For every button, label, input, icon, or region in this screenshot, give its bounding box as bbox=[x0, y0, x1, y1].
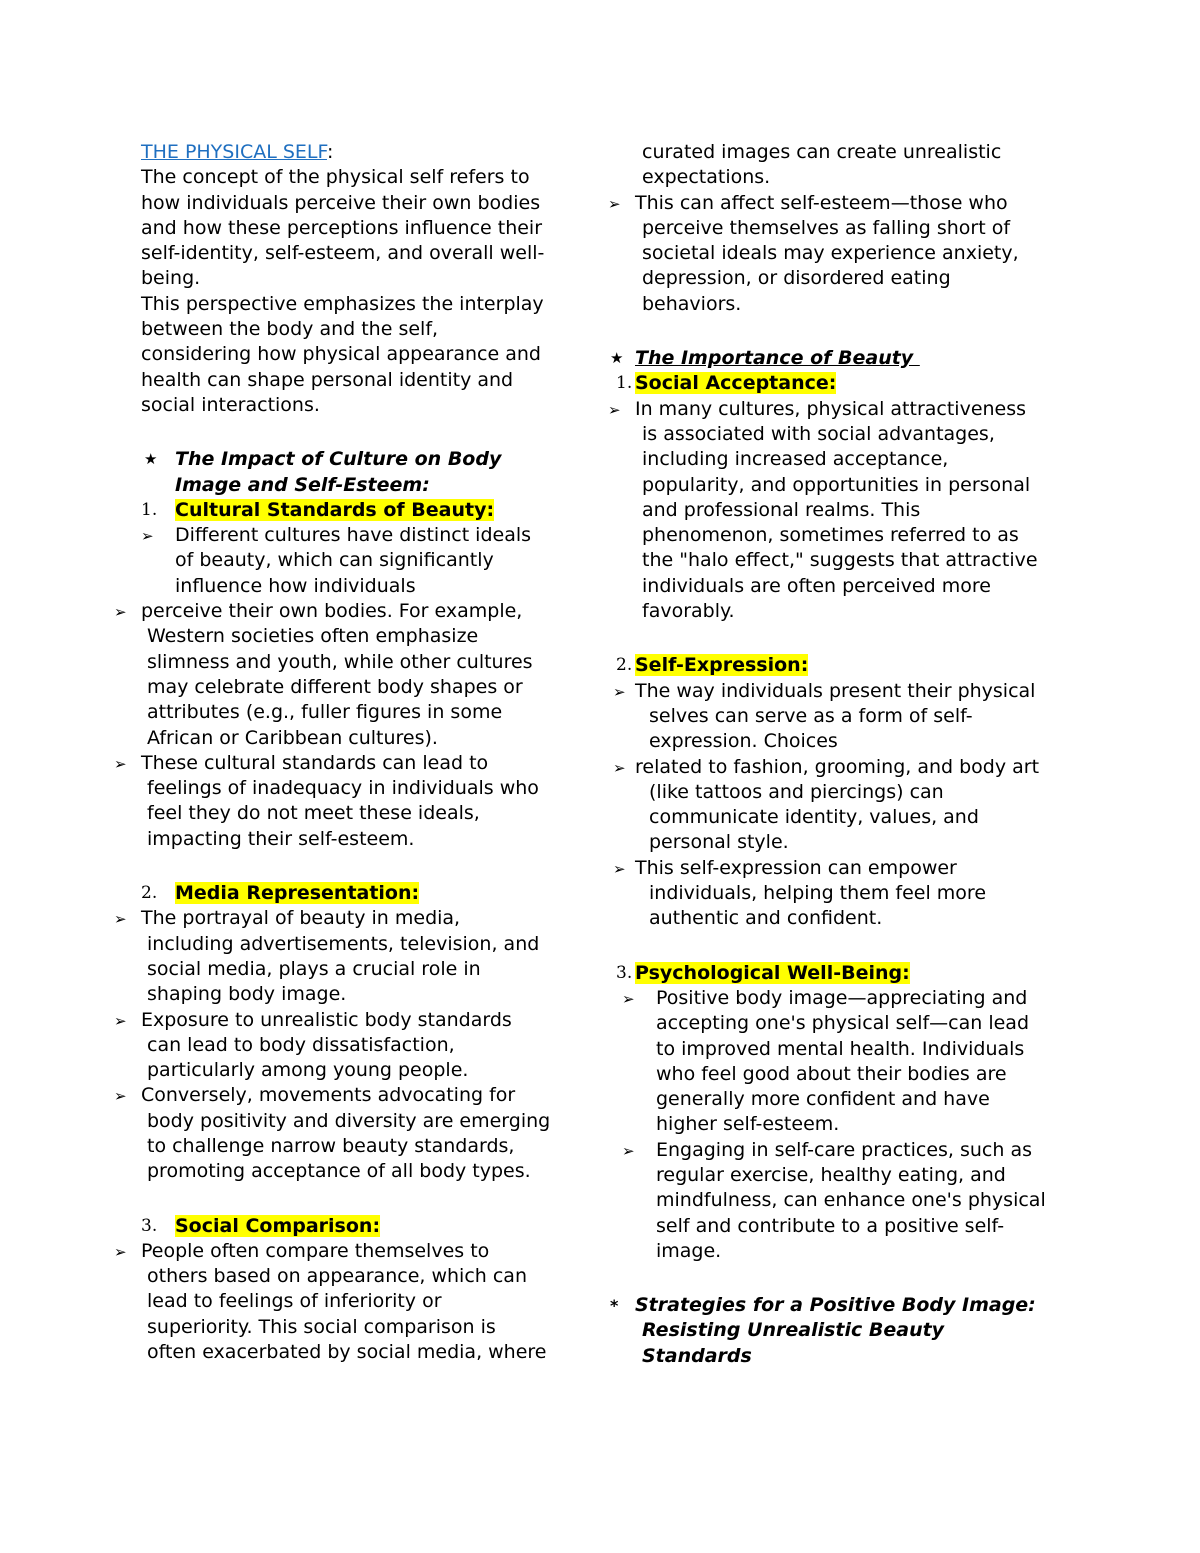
item-heading-cultural-standards: 1. Cultural Standards of Beauty: bbox=[141, 498, 581, 523]
highlighted-title: Media Representation bbox=[175, 882, 412, 905]
intro-line: between the body and the self, bbox=[141, 318, 439, 341]
intro-line: The concept of the physical self refers to bbox=[141, 166, 530, 189]
section-heading-text: The Importance of Beauty bbox=[635, 347, 920, 370]
bullet-item: ➢ related to fashion, grooming, and body art (like tattoos and piercings) can communicate identity, values, and personal style. bbox=[613, 755, 1040, 854]
bullet-item: ➢ The way individuals present their physical selves can serve as a form of self- expression. Choices bbox=[613, 679, 1036, 753]
section-heading-line: The Impact of Culture on Body bbox=[175, 448, 502, 471]
arrow-bullet-icon: ➢ bbox=[622, 1141, 635, 1160]
star-bullet-icon: ★ bbox=[144, 450, 158, 469]
intro-line: social interactions. bbox=[141, 393, 320, 416]
right-column bbox=[608, 140, 1068, 1369]
section-heading-strategies bbox=[608, 1293, 1068, 1369]
arrow-bullet-icon: ➢ bbox=[141, 527, 154, 546]
highlighted-title: Self-Expression bbox=[635, 654, 801, 677]
list-number: 1. bbox=[616, 373, 633, 394]
arrow-bullet-icon: ➢ bbox=[622, 989, 635, 1008]
star-bullet-icon: ★ bbox=[610, 349, 624, 368]
asterisk-bullet-icon: * bbox=[610, 1296, 619, 1316]
list-number: 2. bbox=[141, 883, 158, 904]
highlighted-title: Cultural Standards of Beauty bbox=[175, 498, 487, 521]
arrow-bullet-icon: ➢ bbox=[114, 1087, 127, 1106]
document-title-colon: : bbox=[326, 141, 334, 163]
intro-line: and how these perceptions influence their bbox=[141, 216, 543, 239]
arrow-bullet-icon: ➢ bbox=[608, 194, 621, 213]
bullet-item: ➢ Exposure to unrealistic body standards can lead to body dissatisfaction, particularly among young people. bbox=[114, 1008, 512, 1082]
arrow-bullet-icon: ➢ bbox=[114, 1011, 127, 1030]
arrow-bullet-icon: ➢ bbox=[114, 1242, 127, 1261]
bullet-item: ➢ This can affect self-esteem—those who perceive themselves as falling short of societal ideals may experience anxiety, depression, or disordered eating behaviors. bbox=[608, 191, 1019, 315]
bullet-item: ➢ perceive their own bodies. For example, Western societies often emphasize slimness and youth, while other cultures may celebrate different body shapes or attributes (e.g., fuller figures in some African or Caribbean cultures). bbox=[114, 600, 533, 749]
section-heading-line: Resisting Unrealistic Beauty bbox=[642, 1319, 945, 1342]
intro-line: considering how physical appearance and bbox=[141, 343, 541, 366]
arrow-bullet-icon: ➢ bbox=[613, 682, 626, 701]
section-heading-line: Strategies for a Positive Body Image: bbox=[635, 1294, 1036, 1317]
bullet-item: ➢ Conversely, movements advocating for body positivity and diversity are emerging to challenge narrow beauty standards, promoting acceptance of all body types. bbox=[114, 1084, 551, 1183]
bullet-item: ➢ These cultural standards can lead to feelings of inadequacy in individuals who feel they do not meet these ideals, impacting their self-esteem. bbox=[114, 751, 539, 850]
arrow-bullet-icon: ➢ bbox=[613, 758, 626, 777]
list-number: 3. bbox=[141, 1215, 158, 1236]
intro-line: self-identity, self-esteem, and overall well- bbox=[141, 242, 545, 265]
document-title[interactable]: THE PHYSICAL SELF bbox=[141, 141, 327, 163]
section-heading-importance bbox=[608, 346, 1068, 371]
item-heading-social-acceptance: 1. Social Acceptance: bbox=[608, 371, 1068, 396]
bullet-item: ➢ The portrayal of beauty in media, including advertisements, television, and social media, plays a crucial role in shaping body image. bbox=[114, 907, 540, 1006]
intro-line: how individuals perceive their own bodies bbox=[141, 191, 541, 214]
highlighted-title: Social Comparison bbox=[175, 1214, 373, 1237]
highlighted-title: Social Acceptance bbox=[635, 372, 829, 395]
intro-line: This perspective emphasizes the interplay bbox=[141, 292, 544, 315]
arrow-bullet-icon: ➢ bbox=[608, 400, 621, 419]
intro-line: being. bbox=[141, 267, 201, 290]
arrow-bullet-icon: ➢ bbox=[613, 859, 626, 878]
intro-paragraph bbox=[141, 165, 581, 418]
bullet-item: ➢ People often compare themselves to others based on appearance, which can lead to feelings of inferiority or superiority. This social comparison is often exacerbated by social media, where bbox=[114, 1239, 547, 1364]
arrow-bullet-icon: ➢ bbox=[114, 754, 127, 773]
item-heading-media-representation: 2. Media Representation: bbox=[141, 881, 581, 906]
arrow-bullet-icon: ➢ bbox=[114, 603, 127, 622]
bullet-item: ➢ Different cultures have distinct ideals of beauty, which can significantly influence how individuals bbox=[141, 524, 532, 597]
item-heading-social-comparison: 3. Social Comparison: bbox=[141, 1214, 581, 1239]
section-heading-culture bbox=[141, 447, 581, 498]
list-number: 1. bbox=[141, 499, 158, 520]
document-title-line bbox=[141, 140, 581, 165]
section-heading-line: Standards bbox=[642, 1344, 752, 1367]
item-heading-self-expression: 2. Self-Expression: bbox=[608, 653, 1068, 678]
list-number: 3. bbox=[616, 962, 633, 983]
section-heading-line: Image and Self-Esteem: bbox=[175, 473, 430, 496]
bullet-item: ➢ In many cultures, physical attractiveness is associated with social advantages, including increased acceptance, popularity, and opportunities in personal and professional realms. This phenomenon, sometimes referred to as the "halo effect," suggests that attractive individuals are often perceived more favorably. bbox=[608, 397, 1038, 623]
continued-text: curated images can create unrealistic expectations. bbox=[642, 141, 1002, 189]
intro-line: health can shape personal identity and bbox=[141, 368, 514, 391]
bullet-item: ➢ This self-expression can empower individuals, helping them feel more authentic and confident. bbox=[613, 856, 987, 930]
arrow-bullet-icon: ➢ bbox=[114, 910, 127, 929]
bullet-item: ➢ Positive body image—appreciating and accepting one's physical self—can lead to improved mental health. Individuals who feel good about their bodies are generally more confident and have higher self-esteem. bbox=[622, 986, 1030, 1136]
bullet-item: ➢ Engaging in self-care practices, such as regular exercise, healthy eating, and mindfulness, can enhance one's physical self and contribute to a positive self- image. bbox=[622, 1138, 1046, 1262]
item-heading-psychological-well-being: 3. Psychological Well-Being: bbox=[608, 961, 1068, 986]
list-number: 2. bbox=[616, 655, 633, 676]
highlighted-title: Psychological Well-Being bbox=[635, 961, 903, 984]
left-column bbox=[114, 140, 581, 1365]
